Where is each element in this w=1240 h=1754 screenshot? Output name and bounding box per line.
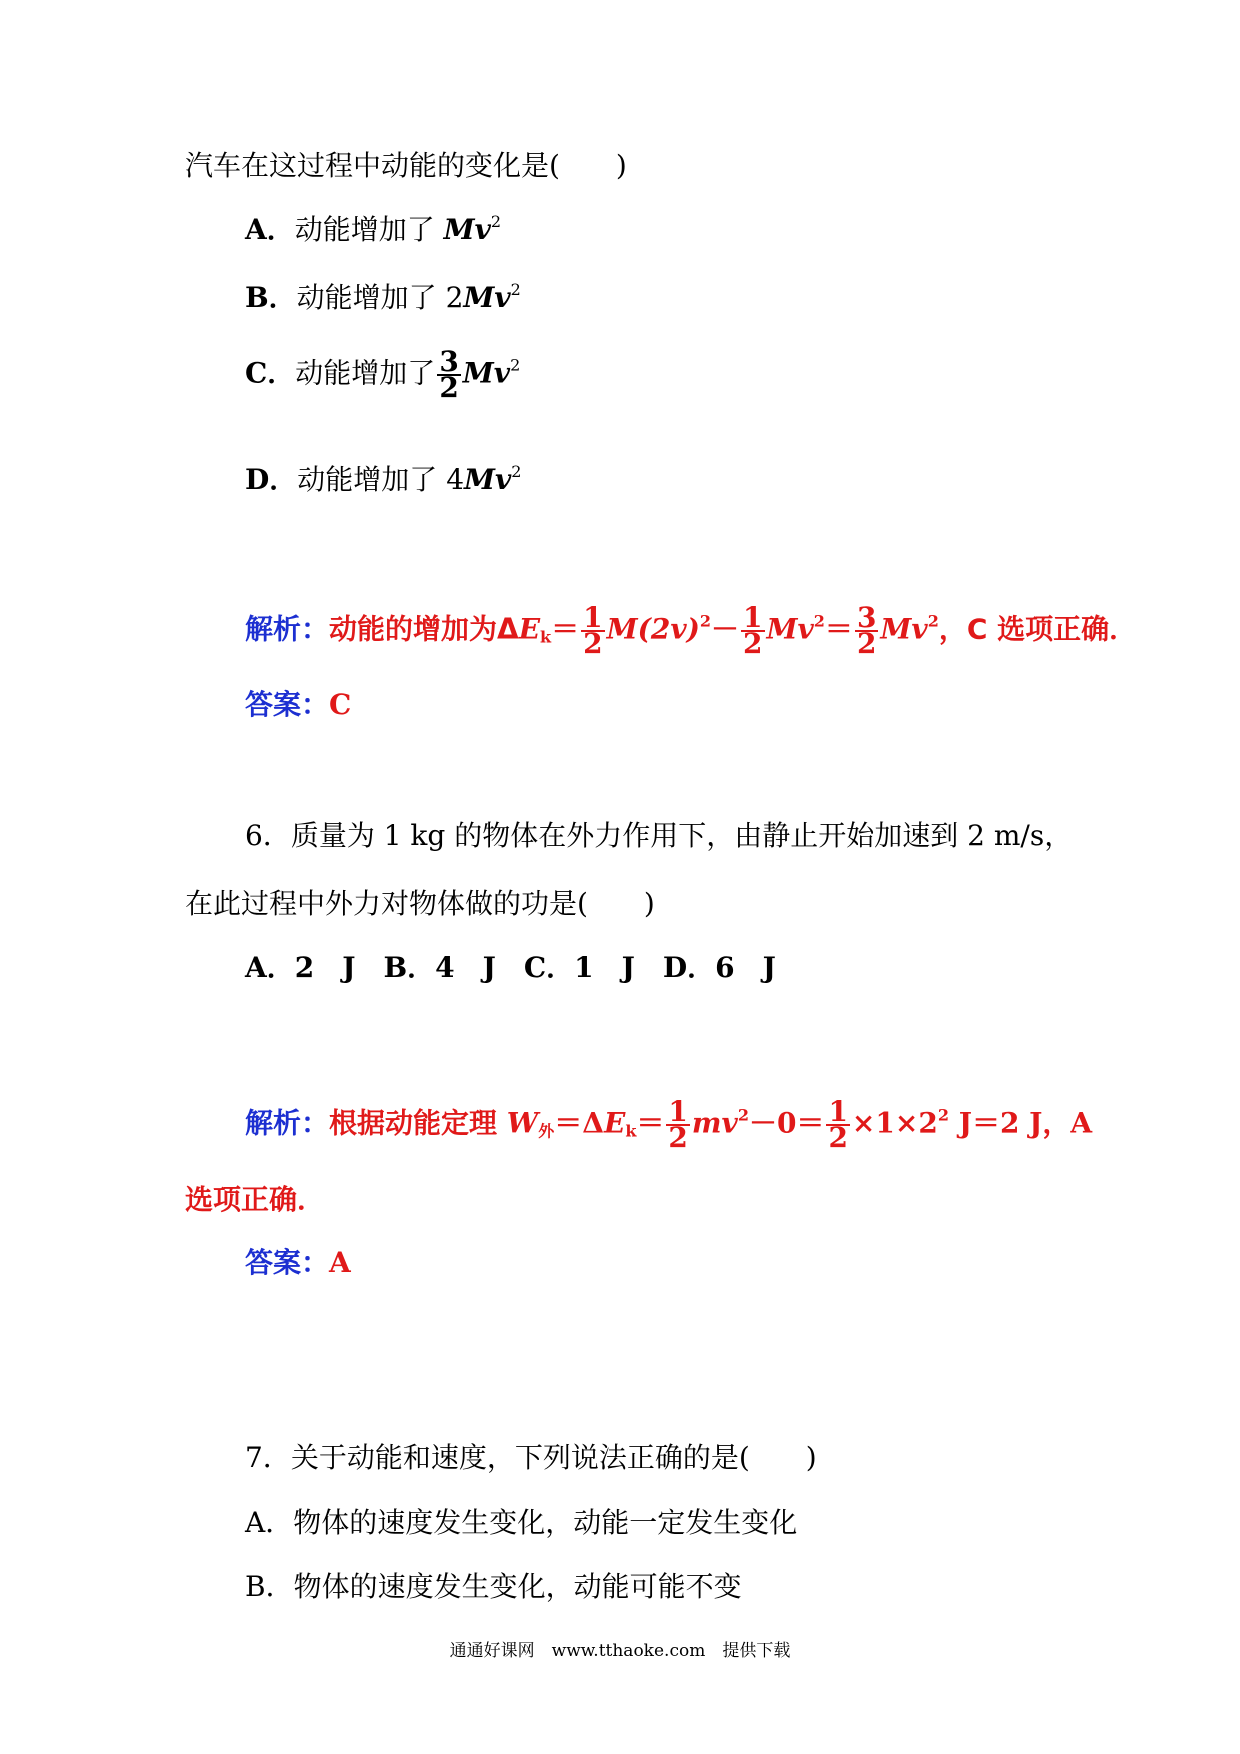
q7-option-a: A．物体的速度发生变化，动能一定发生变化 xyxy=(245,1506,798,1539)
q5-option-b: B．动能增加了 2Mv$^2$ xyxy=(245,280,521,314)
q5-stem: 汽车在这过程中动能的变化是( ) xyxy=(185,149,627,182)
q5-answer: 答案：C xyxy=(245,688,352,721)
q7-stem: 7．关于动能和速度，下列说法正确的是( ) xyxy=(245,1441,817,1474)
q6-stem-line1: 6．质量为 1 kg 的物体在外力作用下，由静止开始加速到 2 m/s， xyxy=(245,819,1073,852)
q6-analysis: 解析：根据动能定理 $W_外=\Delta E_k=$ $\frac{1}{2}$ $mv^2-0=$ $\frac{1}{2}$ $\times 1\times 2^2$ J＝2 J，A xyxy=(245,1095,1093,1154)
q5-option-d: D．动能增加了 4Mv$^2$ xyxy=(245,462,522,496)
q5-option-a: A．动能增加了 Mv$^2$ xyxy=(245,212,502,246)
page-footer: 通通好课网 www.tthaoke.com 提供下载 xyxy=(449,1641,791,1661)
q7-option-b: B．物体的速度发生变化，动能可能不变 xyxy=(245,1570,742,1603)
q5-analysis: 解析：动能的增加为$\Delta E_k=$ $\frac{1}{2}$ $M(2v)^2-$ $\frac{1}{2}$ $Mv^2=$ $\frac{3}{2}$ Mv$^2$，C 选项正确． xyxy=(245,601,1138,660)
q6-answer: 答案：A xyxy=(245,1246,351,1279)
q5-option-c: C．动能增加了 $\frac{3}{2}$ Mv$^2$ xyxy=(245,345,521,404)
q6-stem-line2: 在此过程中外力对物体做的功是( ) xyxy=(185,887,655,920)
q6-options: A．2 J B．4 J C．1 J D．6 J xyxy=(245,951,776,984)
q6-analysis-line2: 选项正确． xyxy=(185,1183,326,1216)
